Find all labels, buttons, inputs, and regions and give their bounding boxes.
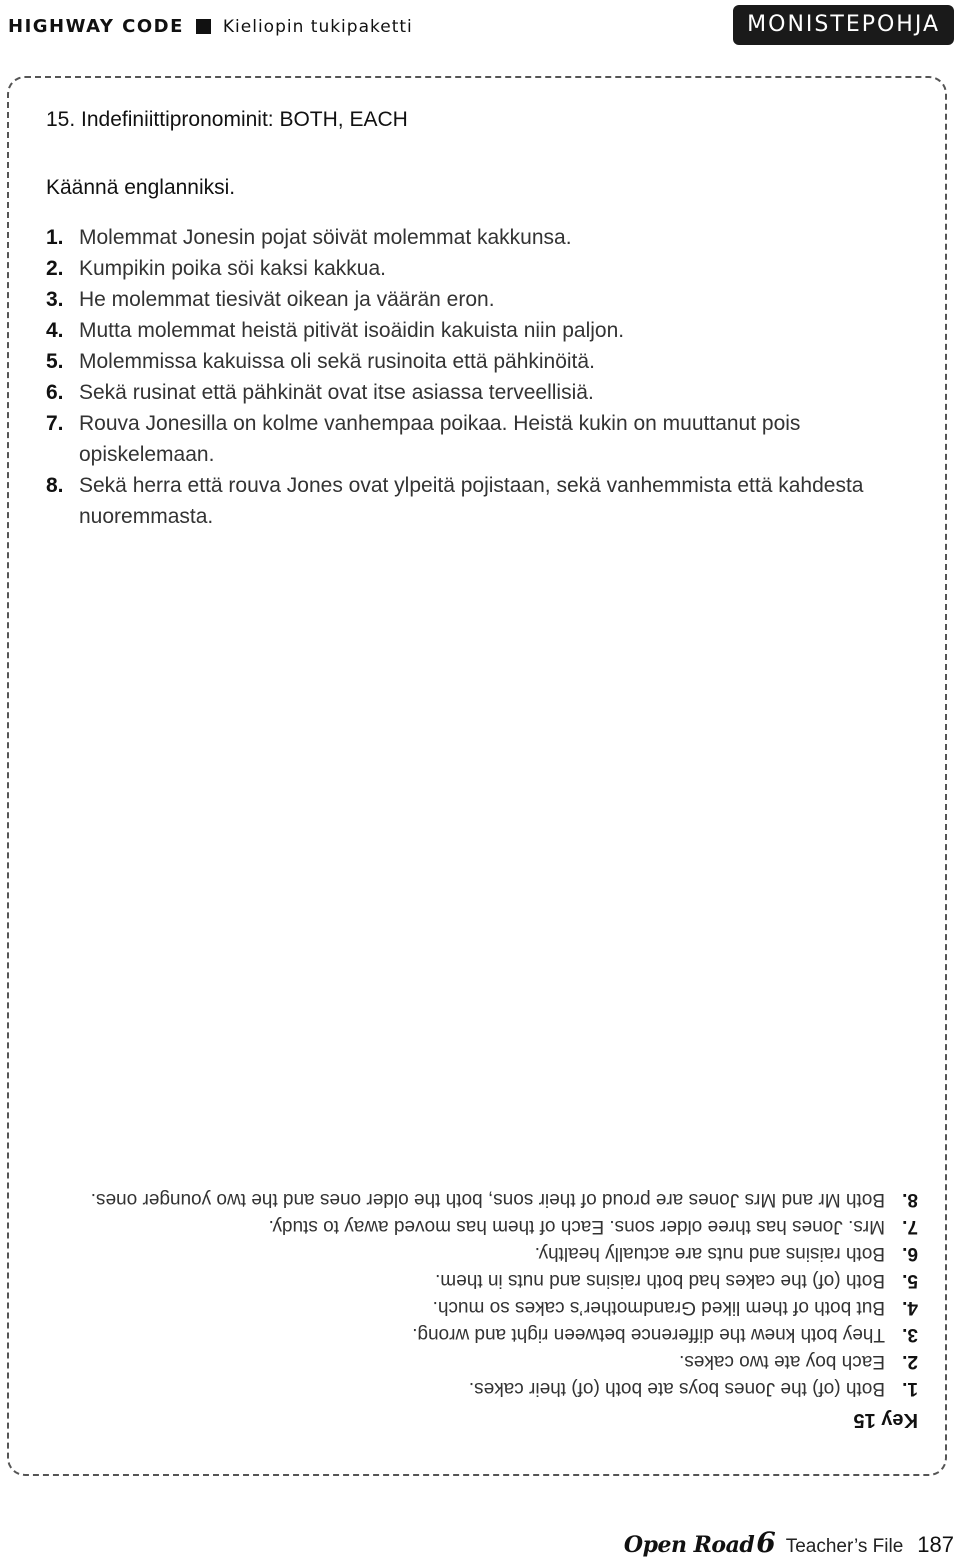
page-header bbox=[0, 0, 960, 60]
page-number: 187 bbox=[917, 1532, 954, 1557]
item-number: 5. bbox=[902, 1270, 918, 1291]
exercise-item bbox=[46, 253, 926, 284]
answer-item bbox=[50, 1240, 918, 1267]
answer-item bbox=[50, 1267, 918, 1294]
item-text: Both Mr and Mrs Jones are proud of their sons, both the older ones and the two younger ones. bbox=[90, 1189, 885, 1210]
header-left bbox=[8, 16, 413, 37]
item-text: Molemmissa kakuissa oli sekä rusinoita että pähkinöitä. bbox=[79, 350, 595, 373]
item-text: Sekä herra että rouva Jones ovat ylpeitä pojistaan, sekä vanhemmista että kahdesta nuoremmasta. bbox=[79, 474, 864, 528]
item-number: 5. bbox=[46, 350, 64, 373]
item-number: 4. bbox=[902, 1297, 918, 1318]
exercise-item bbox=[46, 377, 926, 408]
item-number: 1. bbox=[902, 1378, 918, 1399]
open-road-logo-number: 6 bbox=[756, 1526, 776, 1559]
item-number: 8. bbox=[46, 474, 64, 497]
item-text: Both (of) the cakes had both raisins and nuts in them. bbox=[435, 1270, 885, 1291]
square-bullet-icon bbox=[196, 19, 211, 34]
item-text: Each boy ate two cakes. bbox=[679, 1351, 885, 1372]
answer-key-upside-down bbox=[50, 1186, 918, 1431]
item-number: 7. bbox=[46, 412, 64, 435]
exercise-item bbox=[46, 346, 926, 377]
exercise-item bbox=[46, 222, 926, 253]
answer-item bbox=[50, 1375, 918, 1402]
item-number: 6. bbox=[46, 381, 64, 404]
item-text: They both knew the difference between right and wrong. bbox=[412, 1324, 885, 1345]
answer-item bbox=[50, 1348, 918, 1375]
page-footer bbox=[624, 1526, 954, 1559]
item-text: Both raisins and nuts are actually healthy. bbox=[534, 1243, 885, 1264]
item-text: But both of them liked Grandmother’s cakes so much. bbox=[432, 1297, 885, 1318]
item-text: Mrs. Jones has three older sons. Each of them has moved away to study. bbox=[268, 1216, 885, 1237]
package-title: Kieliopin tukipaketti bbox=[222, 16, 413, 37]
item-number: 4. bbox=[46, 319, 64, 342]
item-text: He molemmat tiesivät oikean ja väärän eron. bbox=[79, 288, 495, 311]
exercise-item bbox=[46, 408, 926, 470]
item-text: Both (of) the Jones boys ate both (of) their cakes. bbox=[468, 1378, 885, 1399]
answer-item bbox=[50, 1321, 918, 1348]
teachers-file-label: Teacher’s File bbox=[785, 1536, 904, 1557]
answer-key-title: Key 15 bbox=[853, 1409, 918, 1431]
item-text: Mutta molemmat heistä pitivät isoäidin kakuista niin paljon. bbox=[79, 319, 625, 342]
item-text: Sekä rusinat että pähkinät ovat itse asiassa terveellisiä. bbox=[79, 381, 594, 404]
exercise-instruction: Käännä englanniksi. bbox=[46, 176, 236, 199]
answer-item bbox=[50, 1294, 918, 1321]
item-number: 6. bbox=[902, 1243, 918, 1264]
answer-key-list bbox=[50, 1186, 918, 1402]
item-text: Rouva Jonesilla on kolme vanhempaa poikaa. Heistä kukin on muuttanut pois opiskelemaan. bbox=[79, 412, 801, 466]
exercise-section bbox=[46, 108, 926, 532]
item-number: 7. bbox=[902, 1216, 918, 1237]
item-number: 2. bbox=[902, 1351, 918, 1372]
series-title: HIGHWAY CODE bbox=[8, 16, 184, 37]
exercise-list bbox=[46, 222, 926, 532]
exercise-title: 15. Indefiniittipronominit: BOTH, EACH bbox=[46, 108, 408, 131]
item-number: 1. bbox=[46, 226, 64, 249]
open-road-logo: Open Road bbox=[623, 1532, 755, 1558]
item-number: 2. bbox=[46, 257, 64, 280]
item-text: Kumpikin poika söi kaksi kakkua. bbox=[79, 257, 386, 280]
item-number: 8. bbox=[902, 1189, 918, 1210]
item-number: 3. bbox=[902, 1324, 918, 1345]
exercise-item bbox=[46, 315, 926, 346]
item-text: Molemmat Jonesin pojat söivät molemmat kakkunsa. bbox=[79, 226, 572, 249]
exercise-item bbox=[46, 470, 926, 532]
monistepohja-badge: MONISTEPOHJA bbox=[733, 5, 954, 45]
answer-item bbox=[50, 1186, 918, 1213]
item-number: 3. bbox=[46, 288, 64, 311]
exercise-item bbox=[46, 284, 926, 315]
answer-item bbox=[50, 1213, 918, 1240]
